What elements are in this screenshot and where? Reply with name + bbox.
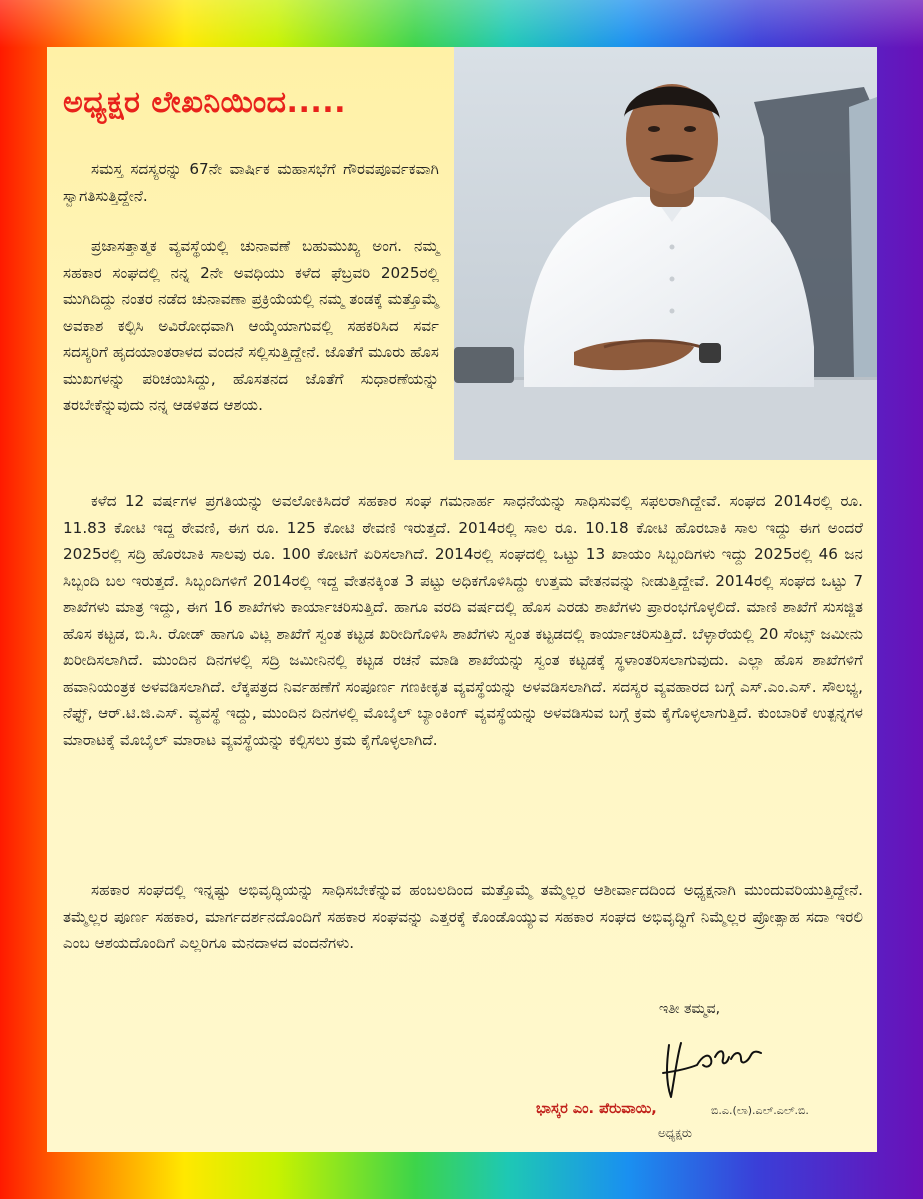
president-portrait-image bbox=[454, 47, 877, 460]
closing-salutation: ಇತೀ ತಮ್ಮವ, bbox=[659, 1001, 721, 1017]
signatory-name: ಭಾಸ್ಕರ ಎಂ. ಪೆರುವಾಯಿ, bbox=[536, 1101, 657, 1117]
president-photo bbox=[454, 47, 877, 460]
signatory-degree: ಬಿ.ಎ.(ಲಾ).ಎಲ್.ಎಲ್.ಬಿ. bbox=[711, 1104, 809, 1117]
letter-title: ಅಧ್ಯಕ್ಷರ ಲೇಖನಿಯಿಂದ..... bbox=[63, 85, 347, 120]
paragraph-thanks: ಸಹಕಾರ ಸಂಘದಲ್ಲಿ ಇನ್ನಷ್ಟು ಅಭಿವೃದ್ಧಿಯನ್ನು ಸಾಧಿಸಬೇಕೆನ್ನುವ ಹಂಬಲದಿಂದ ಮತ್ತೊಮ್ಮೆ ತಮ್ಮೆಲ್ಲರ ಆಶೀರ್ವಾದದಿಂದ ಅಧ್ಯಕ್ಷನಾಗಿ ಮುಂದುವರಿಯುತ್ತಿದ್ದೇನೆ. ತಮ್ಮೆಲ್ಲರ ಪೂರ್ಣ ಸಹಕಾರ, ಮಾರ್ಗದರ್ಶನದೊಂದಿಗೆ ಸಹಕಾರ ಸಂಘವನ್ನು ಎತ್ತರಕ್ಕೆ ಕೊಂಡೊಯ್ಯುವ ಸಹಕಾರ ಸಂಘದ ಅಭಿವೃದ್ಧಿಗೆ ನಿಮ್ಮೆಲ್ಲರ ಪ್ರೋತ್ಸಾಹ ಸದಾ ಇರಲಿ ಎಂಬ ಆಶಯದೊಂದಿಗೆ ಎಲ್ಲರಿಗೂ ಮನದಾಳದ ವಂದನೆಗಳು. bbox=[63, 881, 863, 952]
signatory-role: ಅಧ್ಯಕ್ಷರು bbox=[658, 1126, 692, 1140]
handwritten-signature bbox=[657, 1035, 767, 1101]
paragraph-election: ಪ್ರಜಾಸತ್ತಾತ್ಮಕ ವ್ಯವಸ್ಥೆಯಲ್ಲಿ ಚುನಾವಣೆ ಬಹುಮುಖ್ಯ ಅಂಗ. ನಮ್ಮ ಸಹಕಾರ ಸಂಘದಲ್ಲಿ ನನ್ನ 2ನೇ ಅವಧಿಯು ಕಳೆದ ಫೆಬ್ರವರಿ 2025ರಲ್ಲಿ ಮುಗಿದಿದ್ದು ನಂತರ ನಡೆದ ಚುನಾವಣಾ ಪ್ರಕ್ರಿಯೆಯಲ್ಲಿ ನಮ್ಮ ತಂಡಕ್ಕೆ ಮತ್ತೊಮ್ಮೆ ಅವಕಾಶ ಕಲ್ಪಿಸಿ ಅವಿರೋಧವಾಗಿ ಆಯ್ಕೆಯಾಗುವಲ್ಲಿ ಸಹಕರಿಸಿದ ಸರ್ವ ಸದಸ್ಯರಿಗೆ ಹೃದಯಾಂತರಾಳದ ವಂದನೆ ಸಲ್ಲಿಸುತ್ತಿದ್ದೇನೆ. ಜೊತೆಗೆ ಮೂರು ಹೊಸ ಮುಖಗಳನ್ನು ಪರಿಚಯಿಸಿದ್ದು, ಹೊಸತನದ ಜೊತೆಗೆ ಸುಧಾರಣೆಯನ್ನು ತರಬೇಕೆನ್ನುವುದು ನನ್ನ ಆಡಳಿತದ ಆಶಯ. bbox=[63, 237, 439, 414]
paragraph-progress: ಕಳೆದ 12 ವರ್ಷಗಳ ಪ್ರಗತಿಯನ್ನು ಅವಲೋಕಿಸಿದರೆ ಸಹಕಾರ ಸಂಘ ಗಮನಾರ್ಹ ಸಾಧನೆಯನ್ನು ಸಾಧಿಸುವಲ್ಲಿ ಸಫಲರಾಗಿದ್ದೇವೆ. ಸಂಘದ 2014ರಲ್ಲಿ ರೂ. 11.83 ಕೋಟಿ ಇದ್ದ ಠೇವಣಿ, ಈಗ ರೂ. 125 ಕೋಟಿ ಠೇವಣಿ ಇರುತ್ತದೆ. 2014ರಲ್ಲಿ ಸಾಲ ರೂ. 10.18 ಕೋಟಿ ಹೊರಬಾಕಿ ಸಾಲ ಇದ್ದು ಈಗ ಅಂದರೆ 2025ರಲ್ಲಿ ಸದ್ರಿ ಹೊರಬಾಕಿ ಸಾಲವು ರೂ. 100 ಕೋಟಿಗೆ ಏರಿಸಲಾಗಿದೆ. 2014ರಲ್ಲಿ ಸಂಘದಲ್ಲಿ ಒಟ್ಟು 13 ಖಾಯಂ ಸಿಬ್ಬಂದಿಗಳು ಇದ್ದು 2025ರಲ್ಲಿ 46 ಜನ ಸಿಬ್ಬಂದಿ ಬಲ ಇರುತ್ತದೆ. ಸಿಬ್ಬಂದಿಗಳಿಗೆ 2014ರಲ್ಲಿ ಇದ್ದ ವೇತನಕ್ಕಿಂತ 3 ಪಟ್ಟು ಅಧಿಕಗೊಳಿಸಿದ್ದು ಉತ್ತಮ ವೇತನವನ್ನು ನೀಡುತ್ತಿದ್ದೇವೆ. 2014ರಲ್ಲಿ ಸಂಘದ ಒಟ್ಟು 7 ಶಾಖೆಗಳು ಮಾತ್ರ ಇದ್ದು, ಈಗ 16 ಶಾಖೆಗಳು ಕಾರ್ಯಾಚರಿಸುತ್ತಿದೆ. ಹಾಗೂ ವರದಿ ವರ್ಷದಲ್ಲಿ ಹೊಸ ಎರಡು ಶಾಖೆಗಳು ಪ್ರಾರಂಭಗೊಳ್ಳಲಿದೆ. ಮಾಣಿ ಶಾಖೆಗೆ ಸುಸಜ್ಜಿತ ಹೊಸ ಕಟ್ಟಡ, ಬಿ.ಸಿ. ರೋಡ್ ಹಾಗೂ ವಿಟ್ಲ ಶಾಖೆಗೆ ಸ್ವಂತ ಕಟ್ಟಡ ಖರೀದಿಗೊಳಿಸಿ ಶಾಖೆಗಳು ಸ್ವಂತ ಕಟ್ಟಡದಲ್ಲಿ ಕಾರ್ಯಾಚರಿಸುತ್ತಿದೆ. ಬೆಳ್ಳಾರೆಯಲ್ಲಿ 20 ಸೆಂಟ್ಸ್ ಜಮೀನು ಖರೀದಿಸಲಾಗಿದೆ. ಮುಂದಿನ ದಿನಗಳಲ್ಲಿ ಸದ್ರಿ ಜಮೀನಿನಲ್ಲಿ ಕಟ್ಟಡ ರಚನೆ ಮಾಡಿ ಶಾಖೆಯನ್ನು ಸ್ವಂತ ಕಟ್ಟಡಕ್ಕೆ ಸ್ಥಳಾಂತರಿಸಲಾಗುವುದು. ಎಲ್ಲಾ ಹೊಸ ಶಾಖೆಗಳಿಗೆ ಹವಾನಿಯಂತ್ರಕ ಅಳವಡಿಸಲಾಗಿದೆ. ಲೆಕ್ಕಪತ್ರದ ನಿರ್ವಹಣೆಗೆ ಸಂಪೂರ್ಣ ಗಣಕೀಕೃತ ವ್ಯವಸ್ಥೆಯನ್ನು ಅಳವಡಿಸಲಾಗಿದೆ. ಸದಸ್ಯರ ವ್ಯವಹಾರದ ಬಗ್ಗೆ ಎಸ್.ಎಂ.ಎಸ್. ಸೌಲಭ್ಯ, ನೆಫ್ಟ್, ಆರ್.ಟಿ.ಜಿ.ಎಸ್. ವ್ಯವಸ್ಥೆ ಇದ್ದು, ಮುಂದಿನ ದಿನಗಳಲ್ಲಿ ಮೊಬೈಲ್ ಬ್ಯಾಂಕಿಂಗ್ ವ್ಯವಸ್ಥೆಯನ್ನು ಅಳವಡಿಸುವ ಬಗ್ಗೆ ಕ್ರಮ ಕೈಗೊಳ್ಳಲಾಗುತ್ತಿದೆ. ಕುಂಬಾರಿಕೆ ಉತ್ಪನ್ನಗಳ ಮಾರಾಟಕ್ಕೆ ಮೊಬೈಲ್ ಮಾರಾಟ ವ್ಯವಸ್ಥೆಯನ್ನು ಕಲ್ಪಿಸಲು ಕ್ರಮ ಕೈಗೊಳ್ಳಲಾಗಿದೆ. bbox=[63, 492, 863, 749]
paragraph-welcome: ಸಮಸ್ತ ಸದಸ್ಯರನ್ನು 67ನೇ ವಾರ್ಷಿಕ ಮಹಾಸಭೆಗೆ ಗೌರವಪೂರ್ವಕವಾಗಿ ಸ್ವಾಗತಿಸುತ್ತಿದ್ದೇನೆ. bbox=[63, 160, 439, 205]
letter-sheet bbox=[47, 47, 877, 1152]
